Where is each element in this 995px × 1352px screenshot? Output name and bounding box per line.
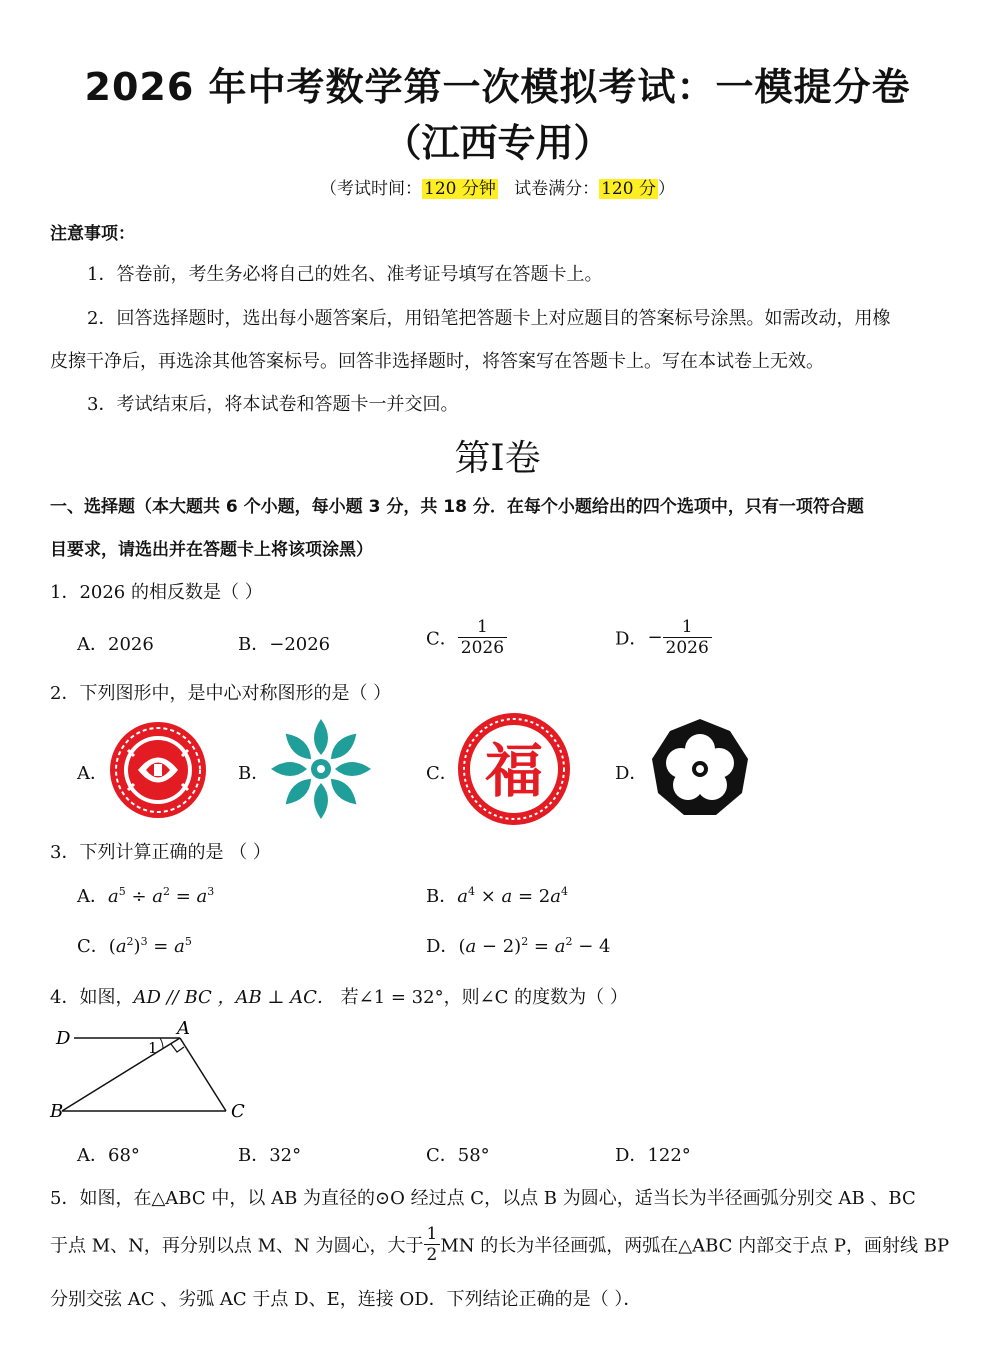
q5-line2: 于点 M、N，再分别以点 M、N 为圆心，大于 $\frac{1}{2}$ MN 的长为半径画弧，两弧在△ABC 内部交于点 P，画射线 BP (50, 1224, 950, 1265)
q1-stem: 1．2026 的相反数是（ ） (50, 582, 263, 603)
q1-option-b: B．−2026 (238, 634, 331, 655)
label-b: B (50, 1101, 64, 1122)
label-d: D (56, 1028, 71, 1049)
q3-option-c: C．$(a^2)^3 = a^5$ (77, 935, 192, 957)
q2-label-c: C． (426, 763, 458, 784)
score-label: 试卷满分： (514, 179, 600, 199)
triangle-figure (48, 1020, 258, 1130)
q1-option-d: D．− $\frac{1}{2026}$ (615, 617, 712, 658)
q3-option-a: A．$a^5 \div a^2 = a^3$ (77, 885, 215, 907)
label-a: A (177, 1020, 190, 1039)
fu-character: 福 (484, 737, 544, 805)
q3-stem: 3．下列计算正确的是 （ ） (50, 842, 271, 863)
exam-subtitle: （江西专用） (383, 121, 612, 165)
section-title: 第I卷 (454, 438, 541, 479)
teal-flower-figure (268, 716, 374, 822)
q4-option-b: B．32° (238, 1145, 302, 1166)
label-c: C (231, 1101, 245, 1122)
q5-line3: 分别交弦 AC 、劣弧 AC 于点 D、E，连接 OD．下列结论正确的是（ ）． (50, 1289, 642, 1310)
q2-label-d: D． (615, 763, 648, 784)
time-label: （考试时间： (320, 179, 423, 199)
q2-label-a: A． (77, 763, 108, 784)
angle-1-label: 1 (148, 1039, 158, 1057)
q2-label-b: B． (238, 763, 270, 784)
notice-item-2-line1: 2．回答选择题时，选出每小题答案后，用铅笔把答题卡上对应题目的答案标号涂黑。如需改动，用橡 (87, 308, 891, 329)
q4-option-d: D．122° (615, 1145, 691, 1166)
notice-item-2-line2: 皮擦干净后，再选涂其他答案标号。回答非选择题时，将答案写在答题卡上。写在本试卷上无效。 (50, 351, 824, 372)
black-flower-figure (650, 717, 750, 817)
exam-meta: （考试时间： 120 分钟 试卷满分： 120 分 ） (320, 179, 675, 199)
part1-line2: 目要求，请选出并在答题卡上将该项涂黑） (50, 540, 373, 560)
papercut-circle-figure (108, 720, 208, 820)
q1-option-a: A．2026 (77, 634, 154, 655)
q5-line1: 5．如图，在△ABC 中，以 AB 为直径的⊙O 经过点 C，以点 B 为圆心，适当长为半径画弧分别交 AB 、BC (50, 1188, 916, 1209)
q4-stem: 4．如图，AD // BC ，AB ⊥ AC． 若∠1 = 32°，则∠C 的度数为（ ） (50, 987, 628, 1008)
q3-option-b: B．$a^4 \times a = 2a^4$ (426, 885, 568, 907)
notice-heading: 注意事项： (50, 224, 135, 244)
score-value: 120 分 (601, 179, 656, 199)
notice-item-3: 3．考试结束后，将本试卷和答题卡一并交回。 (87, 394, 459, 415)
q1-option-c: C． $\frac{1}{2026}$ (426, 617, 507, 658)
q4-option-c: C．58° (426, 1145, 490, 1166)
q4-option-a: A．68° (77, 1145, 140, 1166)
part1-line1: 一、选择题（本大题共 6 个小题，每小题 3 分，共 18 分．在每个小题给出的四个选项中，只有一项符合题 (50, 497, 864, 517)
q3-option-d: D．$(a - 2)^2 = a^2 - 4$ (426, 935, 611, 957)
time-value: 120 分钟 (424, 179, 496, 199)
exam-title: 2026 年中考数学第一次模拟考试：一模提分卷 (84, 65, 911, 109)
notice-item-1: 1．答卷前，考生务必将自己的姓名、准考证号填写在答题卡上。 (87, 264, 603, 285)
q2-stem: 2．下列图形中，是中心对称图形的是（ ） (50, 683, 392, 704)
fu-character-figure (456, 711, 572, 827)
